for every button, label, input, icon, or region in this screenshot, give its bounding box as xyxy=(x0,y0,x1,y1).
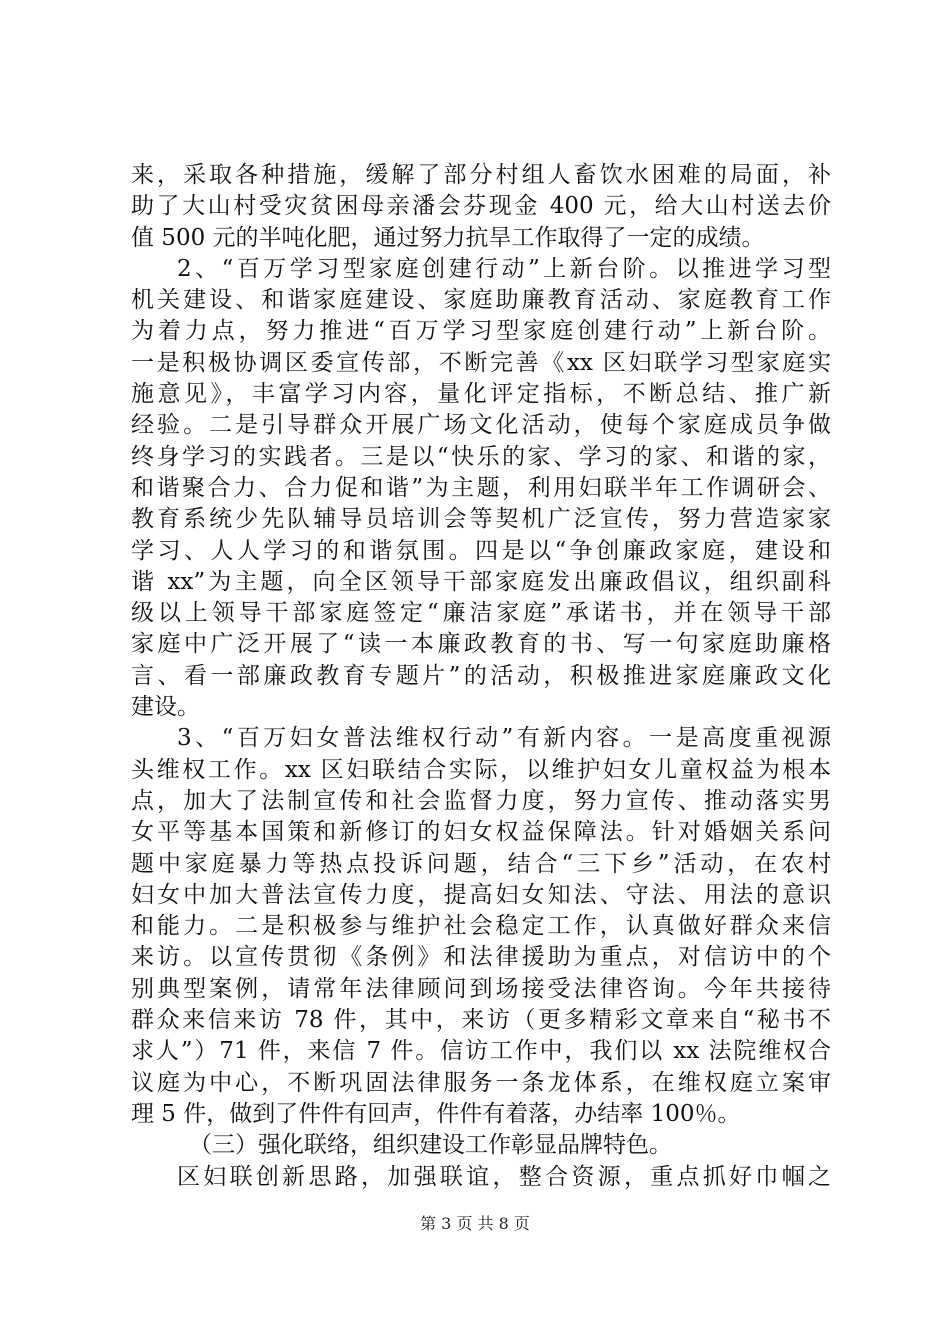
text-line: 助了大山村受灾贫困母亲潘会芬现金 400 元，给大山村送去价 xyxy=(131,193,831,220)
text-line: 学习、人人学习的和谐氛围。四是以“争创廉政家庭，建设和 xyxy=(131,537,831,564)
text-line: 求人”）71 件，来信 7 件。信访工作中，我们以 xx 法院维权合 xyxy=(131,1038,831,1065)
text-line: 建设。 xyxy=(131,694,200,721)
text-line: 来访。以宣传贯彻《条例》和法律援助为重点，对信访中的个 xyxy=(131,944,831,971)
text-line: 终身学习的实践者。三是以“快乐的家、学习的家、和谐的家， xyxy=(131,443,831,470)
text-line: 教育系统少先队辅导员培训会等契机广泛宣传，努力营造家家 xyxy=(131,506,831,533)
text-line: 为着力点，努力推进“百万学习型家庭创建行动”上新台阶。 xyxy=(131,318,831,345)
text-line: 女平等基本国策和新修订的妇女权益保障法。针对婚姻关系问 xyxy=(131,819,831,846)
text-line: 谐 xx”为主题，向全区领导干部家庭发出廉政倡议，组织副科 xyxy=(131,568,831,595)
text-line: 施意见》，丰富学习内容，量化评定指标，不断总结、推广新 xyxy=(131,381,831,408)
paragraph-start-line: 3、“百万妇女普法维权行动”有新内容。一是高度重视源 xyxy=(177,725,831,752)
text-line: 来，采取各种措施，缓解了部分村组人畜饮水困难的局面，补 xyxy=(131,162,831,188)
text-line: 和能力。二是积极参与维护社会稳定工作，认真做好群众来信 xyxy=(131,913,831,940)
text-line: 题中家庭暴力等热点投诉问题，结合“三下乡”活动，在农村 xyxy=(131,850,831,877)
text-line: 别典型案例，请常年法律顾问到场接受法律咨询。今年共接待 xyxy=(131,975,831,1002)
text-line: 点，加大了法制宣传和社会监督力度，努力宣传、推动落实男 xyxy=(131,787,831,814)
text-line: 机关建设、和谐家庭建设、家庭助廉教育活动、家庭教育工作 xyxy=(131,287,831,314)
text-line: 经验。二是引导群众开展广场文化活动，使每个家庭成员争做 xyxy=(131,412,831,439)
text-line: 和谐聚合力、合力促和谐”为主题，利用妇联半年工作调研会、 xyxy=(131,474,831,501)
paragraph-start-line: 区妇联创新思路，加强联谊，整合资源，重点抓好巾帼之 xyxy=(177,1163,831,1190)
text-line: 群众来信来访 78 件，其中，来访（更多精彩文章来自“秘书不 xyxy=(131,1007,831,1034)
section-heading: （三）强化联络，组织建设工作彰显品牌特色。 xyxy=(189,1132,672,1159)
text-line: 言、看一部廉政教育专题片”的活动，积极推进家庭廉政文化 xyxy=(131,662,831,689)
text-line: 头维权工作。xx 区妇联结合实际，以维护妇女儿童权益为根本 xyxy=(131,756,831,783)
page-footer xyxy=(0,1214,950,1234)
text-line: 妇女中加大普法宣传力度，提高妇女知法、守法、用法的意识 xyxy=(131,881,831,908)
document-body xyxy=(131,160,831,1193)
text-line: 级以上领导干部家庭签定“廉洁家庭”承诺书，并在领导干部 xyxy=(131,600,831,627)
page-number-label: 第 3 页 共 8 页 xyxy=(420,1214,530,1233)
text-line: 一是积极协调区委宣传部，不断完善《xx 区妇联学习型家庭实 xyxy=(131,349,831,376)
text-line: 议庭为中心，不断巩固法律服务一条龙体系，在维权庭立案审 xyxy=(131,1069,831,1096)
text-line: 家庭中广泛开展了“读一本廉政教育的书、写一句家庭助廉格 xyxy=(131,631,831,658)
text-line: 理 5 件，做到了件件有回声，件件有着落，办结率 100％。 xyxy=(131,1100,741,1127)
text-line: 值 500 元的半吨化肥，通过努力抗旱工作取得了一定的成绩。 xyxy=(131,224,765,251)
paragraph-start-line: 2、“百万学习型家庭创建行动”上新台阶。以推进学习型 xyxy=(177,255,831,282)
